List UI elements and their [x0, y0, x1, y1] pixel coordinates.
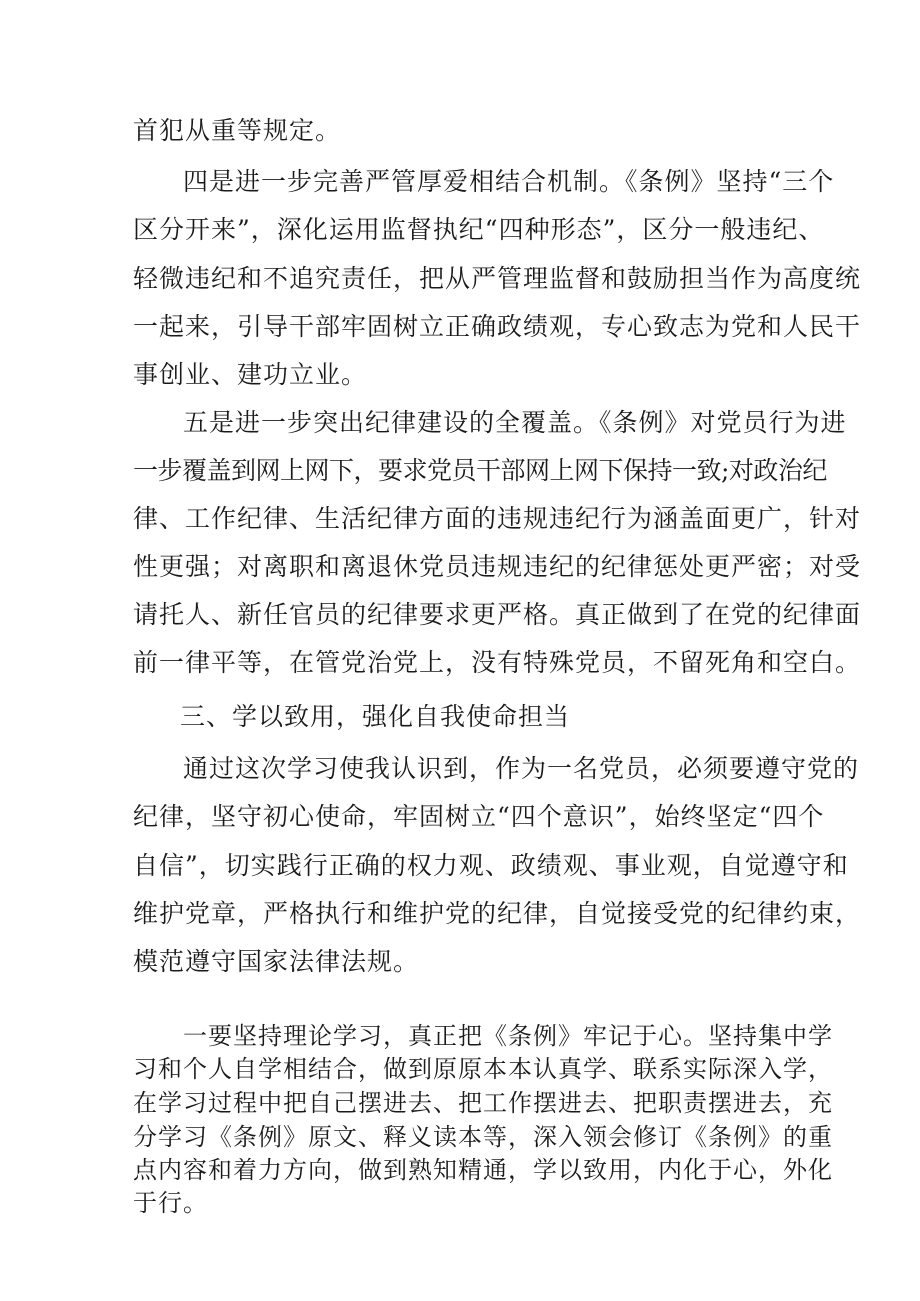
paragraph-2-line-3: 轻微违纪和不追究责任，把从严管理监督和鼓励担当作为高度统 — [133, 264, 862, 293]
paragraph-3-line-4: 性更强；对离职和离退休党员违规违纪的纪律惩处更严密；对受 — [133, 552, 862, 581]
paragraph-2-line-2: 区分开来”，深化运用监督执纪“四种形态”，区分一般违纪、 — [133, 215, 825, 244]
paragraph-3-line-5: 请托人、新任官员的纪律要求更严格。真正做到了在党的纪律面 — [133, 600, 862, 629]
paragraph-4-line-4: 维护党章，严格执行和维护党的纪律，自觉接受党的纪律约束， — [133, 899, 862, 928]
paragraph-2-line-1: 四是进一步完善严管厚爱相结合机制。《条例》坚持“三个 — [183, 167, 835, 196]
paragraph-3-line-2: 一步覆盖到网上网下，要求党员干部网上网下保持一致;对政治纪 — [133, 456, 827, 485]
paragraph-5-line-3: 在学习过程中把自己摆进去、把工作摆进去、把职责摆进去，充 — [133, 1089, 833, 1117]
paragraph-3-line-1: 五是进一步突出纪律建设的全覆盖。《条例》对党员行为进 — [183, 408, 847, 437]
paragraph-4-line-3: 自信”，切实践行正确的权力观、政绩观、事业观，自觉遵守和 — [133, 851, 849, 880]
paragraph-4-line-2: 纪律，坚守初心使命，牢固树立“四个意识”，始终坚定“四个 — [133, 802, 825, 831]
paragraph-5-line-4: 分学习《条例》原文、释义读本等，深入领会修订《条例》的重 — [133, 1123, 833, 1151]
paragraph-5-line-5: 点内容和着力方向，做到熟知精通，学以致用，内化于心，外化 — [133, 1156, 833, 1184]
paragraph-4-line-5: 模范遵守国家法律法规。 — [133, 947, 420, 976]
paragraph-2-line-5: 事创业、建功立业。 — [133, 360, 368, 389]
paragraph-4-line-1: 通过这次学习使我认识到，作为一名党员，必须要遵守党的 — [183, 754, 860, 783]
paragraph-2-line-4: 一起来，引导干部牢固树立正确政绩观，专心致志为党和人民干 — [133, 312, 862, 341]
paragraph-3-line-3: 律、工作纪律、生活纪律方面的违规违纪行为涵盖面更广，针对 — [133, 504, 862, 533]
paragraph-3-line-6: 前一律平等，在管党治党上，没有特殊党员，不留死角和空白。 — [133, 648, 862, 677]
paragraph-5-line-1: 一要坚持理论学习，真正把《条例》牢记于心。坚持集中学 — [183, 1022, 833, 1050]
paragraph-1-line-1: 首犯从重等规定。 — [133, 116, 342, 145]
paragraph-5-line-2: 习和个人自学相结合，做到原原本本认真学、联系实际深入学， — [133, 1055, 833, 1083]
section-heading: 三、学以致用，强化自我使命担当 — [180, 702, 571, 731]
paragraph-5-line-6: 于行。 — [133, 1189, 208, 1217]
